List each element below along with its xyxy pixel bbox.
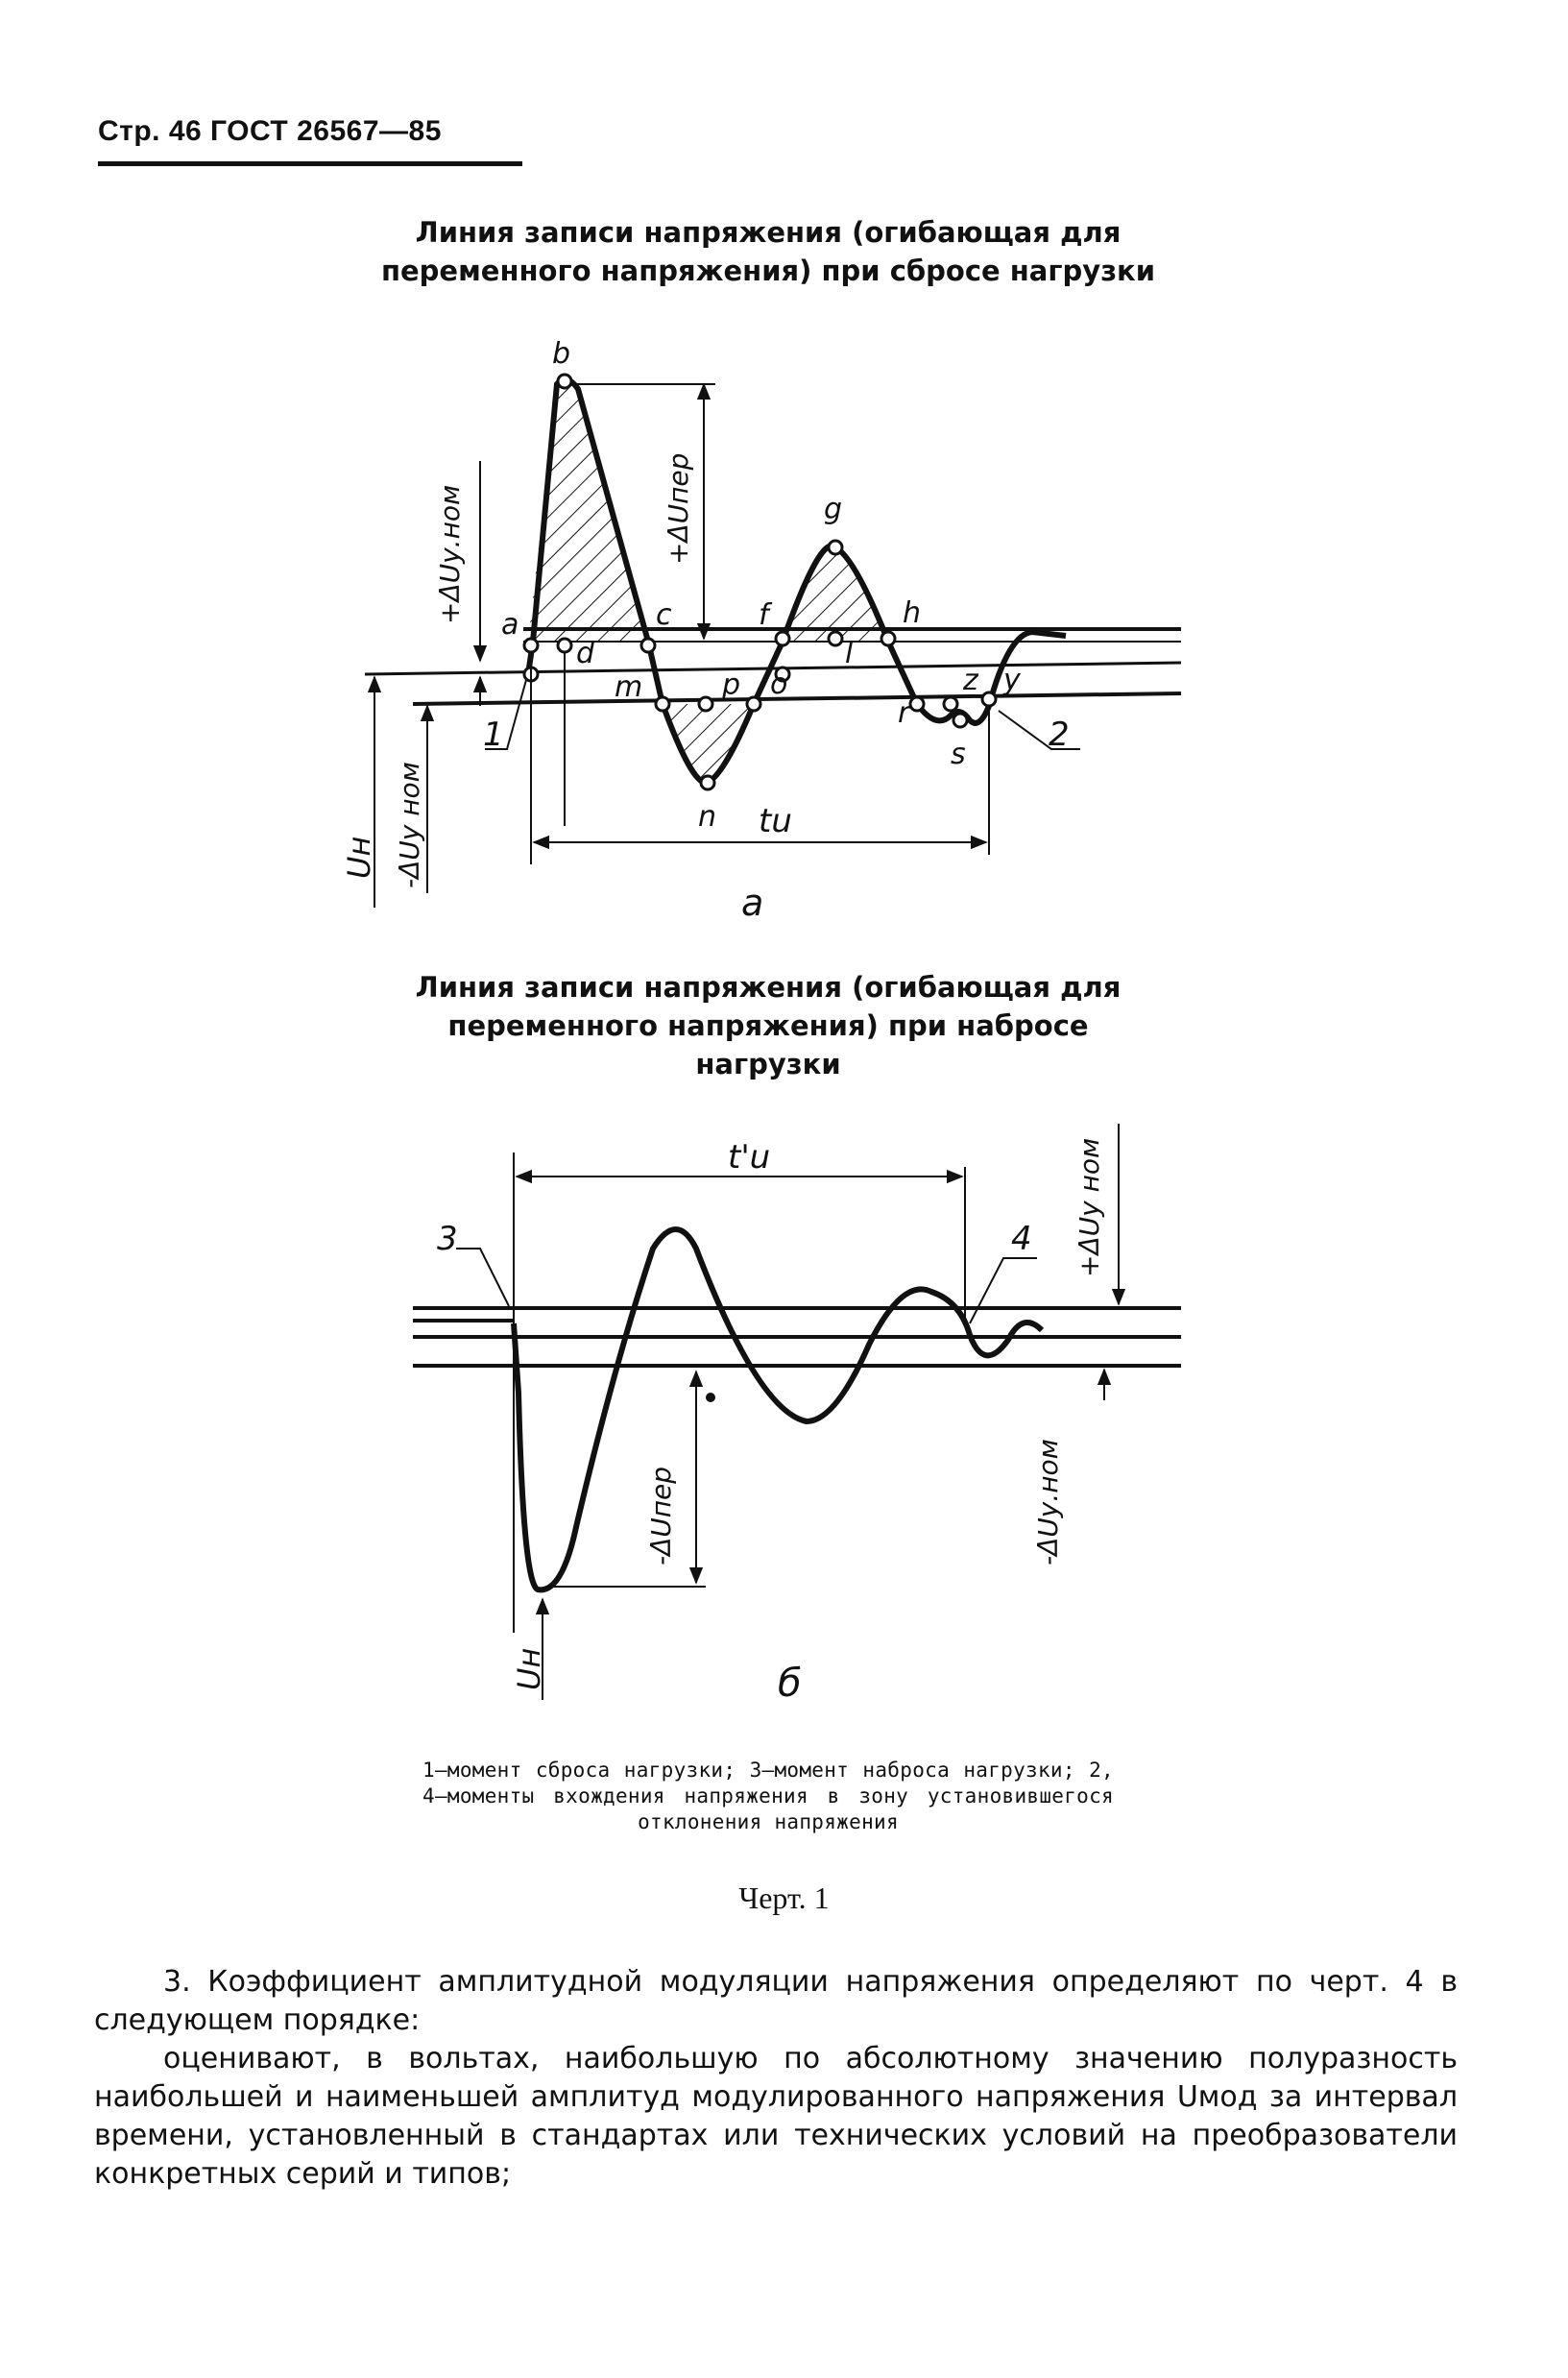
- svg-text:b: b: [552, 337, 571, 371]
- label-du-nom-minus-a: -ΔUу ном: [394, 762, 425, 888]
- callout-1: 1: [483, 716, 504, 754]
- svg-text:a: a: [501, 608, 519, 642]
- figure-b: [413, 1124, 1181, 1700]
- figure-b-title: Линия записи напряжения (огибающая для переменного напряжения) при набросе нагрузки: [415, 971, 1122, 1080]
- svg-text:y: y: [1003, 664, 1021, 697]
- callout-2: 2: [1049, 716, 1070, 754]
- svg-text:c: c: [656, 598, 672, 632]
- svg-text:g: g: [824, 493, 843, 526]
- label-t-u-a: tu: [759, 802, 792, 840]
- figure-b-sublabel: б: [778, 1662, 802, 1706]
- figure-a-sublabel: а: [741, 882, 764, 924]
- svg-text:h: h: [903, 596, 922, 630]
- svg-text:l: l: [845, 637, 854, 670]
- label-du-nom-plus-a: +ΔUу.ном: [434, 484, 466, 624]
- label-t-u-prime: t'u: [728, 1138, 771, 1177]
- label-du-nom-minus-b: -ΔUу.ном: [1032, 1439, 1064, 1565]
- figure-a-title: Линия записи напряжения (огибающая для переменного напряжения) при сбросе нагрузки: [380, 216, 1156, 287]
- label-du-per-a: +ΔUпер: [663, 452, 694, 565]
- callout-4: 4: [1011, 1220, 1032, 1258]
- figure-caption: 1—момент сброса нагрузки; 3—момент наброса нагрузки; 2, 4—моменты вхождения напряжения в зону установившегося отклонения напряжения: [422, 1759, 1114, 1833]
- label-du-nom-plus-b: +ΔUу ном: [1073, 1137, 1105, 1277]
- svg-text:n: n: [698, 800, 717, 834]
- paragraph-procedure: оценивают, в вольтах, наибольшую по абсолютному значению полуразность наибольшей и наименьшей амплитуд модулированного напряжения Uмод за интервал времени, установленный в стандартах или технических условий на преобразователи конкретных серий и типов;: [94, 2042, 1458, 2191]
- svg-text:f: f: [759, 598, 769, 632]
- svg-text:z: z: [963, 664, 978, 697]
- svg-text:s: s: [951, 738, 966, 771]
- lower-band-line: [413, 693, 1181, 704]
- svg-text:p: p: [722, 668, 741, 702]
- svg-text:r: r: [898, 696, 910, 730]
- svg-text:d: d: [576, 637, 595, 670]
- voltage-curve-b: [514, 1229, 1042, 1589]
- page-header: Стр. 46 ГОСТ 26567—85: [98, 115, 442, 147]
- figure-number: Черт. 1: [738, 1881, 830, 1915]
- label-du-per-b: -ΔUпер: [645, 1466, 677, 1565]
- svg-text:m: m: [615, 670, 643, 704]
- label-u-n-a: Uн: [341, 836, 377, 879]
- label-u-n-b: Uн: [511, 1647, 547, 1690]
- paragraph-3: 3. Коэффициент амплитудной модуляции напряжения определяют по черт. 4 в следующем порядке:: [94, 1965, 1458, 2037]
- callout-3: 3: [437, 1220, 458, 1258]
- svg-text:o: o: [770, 667, 788, 701]
